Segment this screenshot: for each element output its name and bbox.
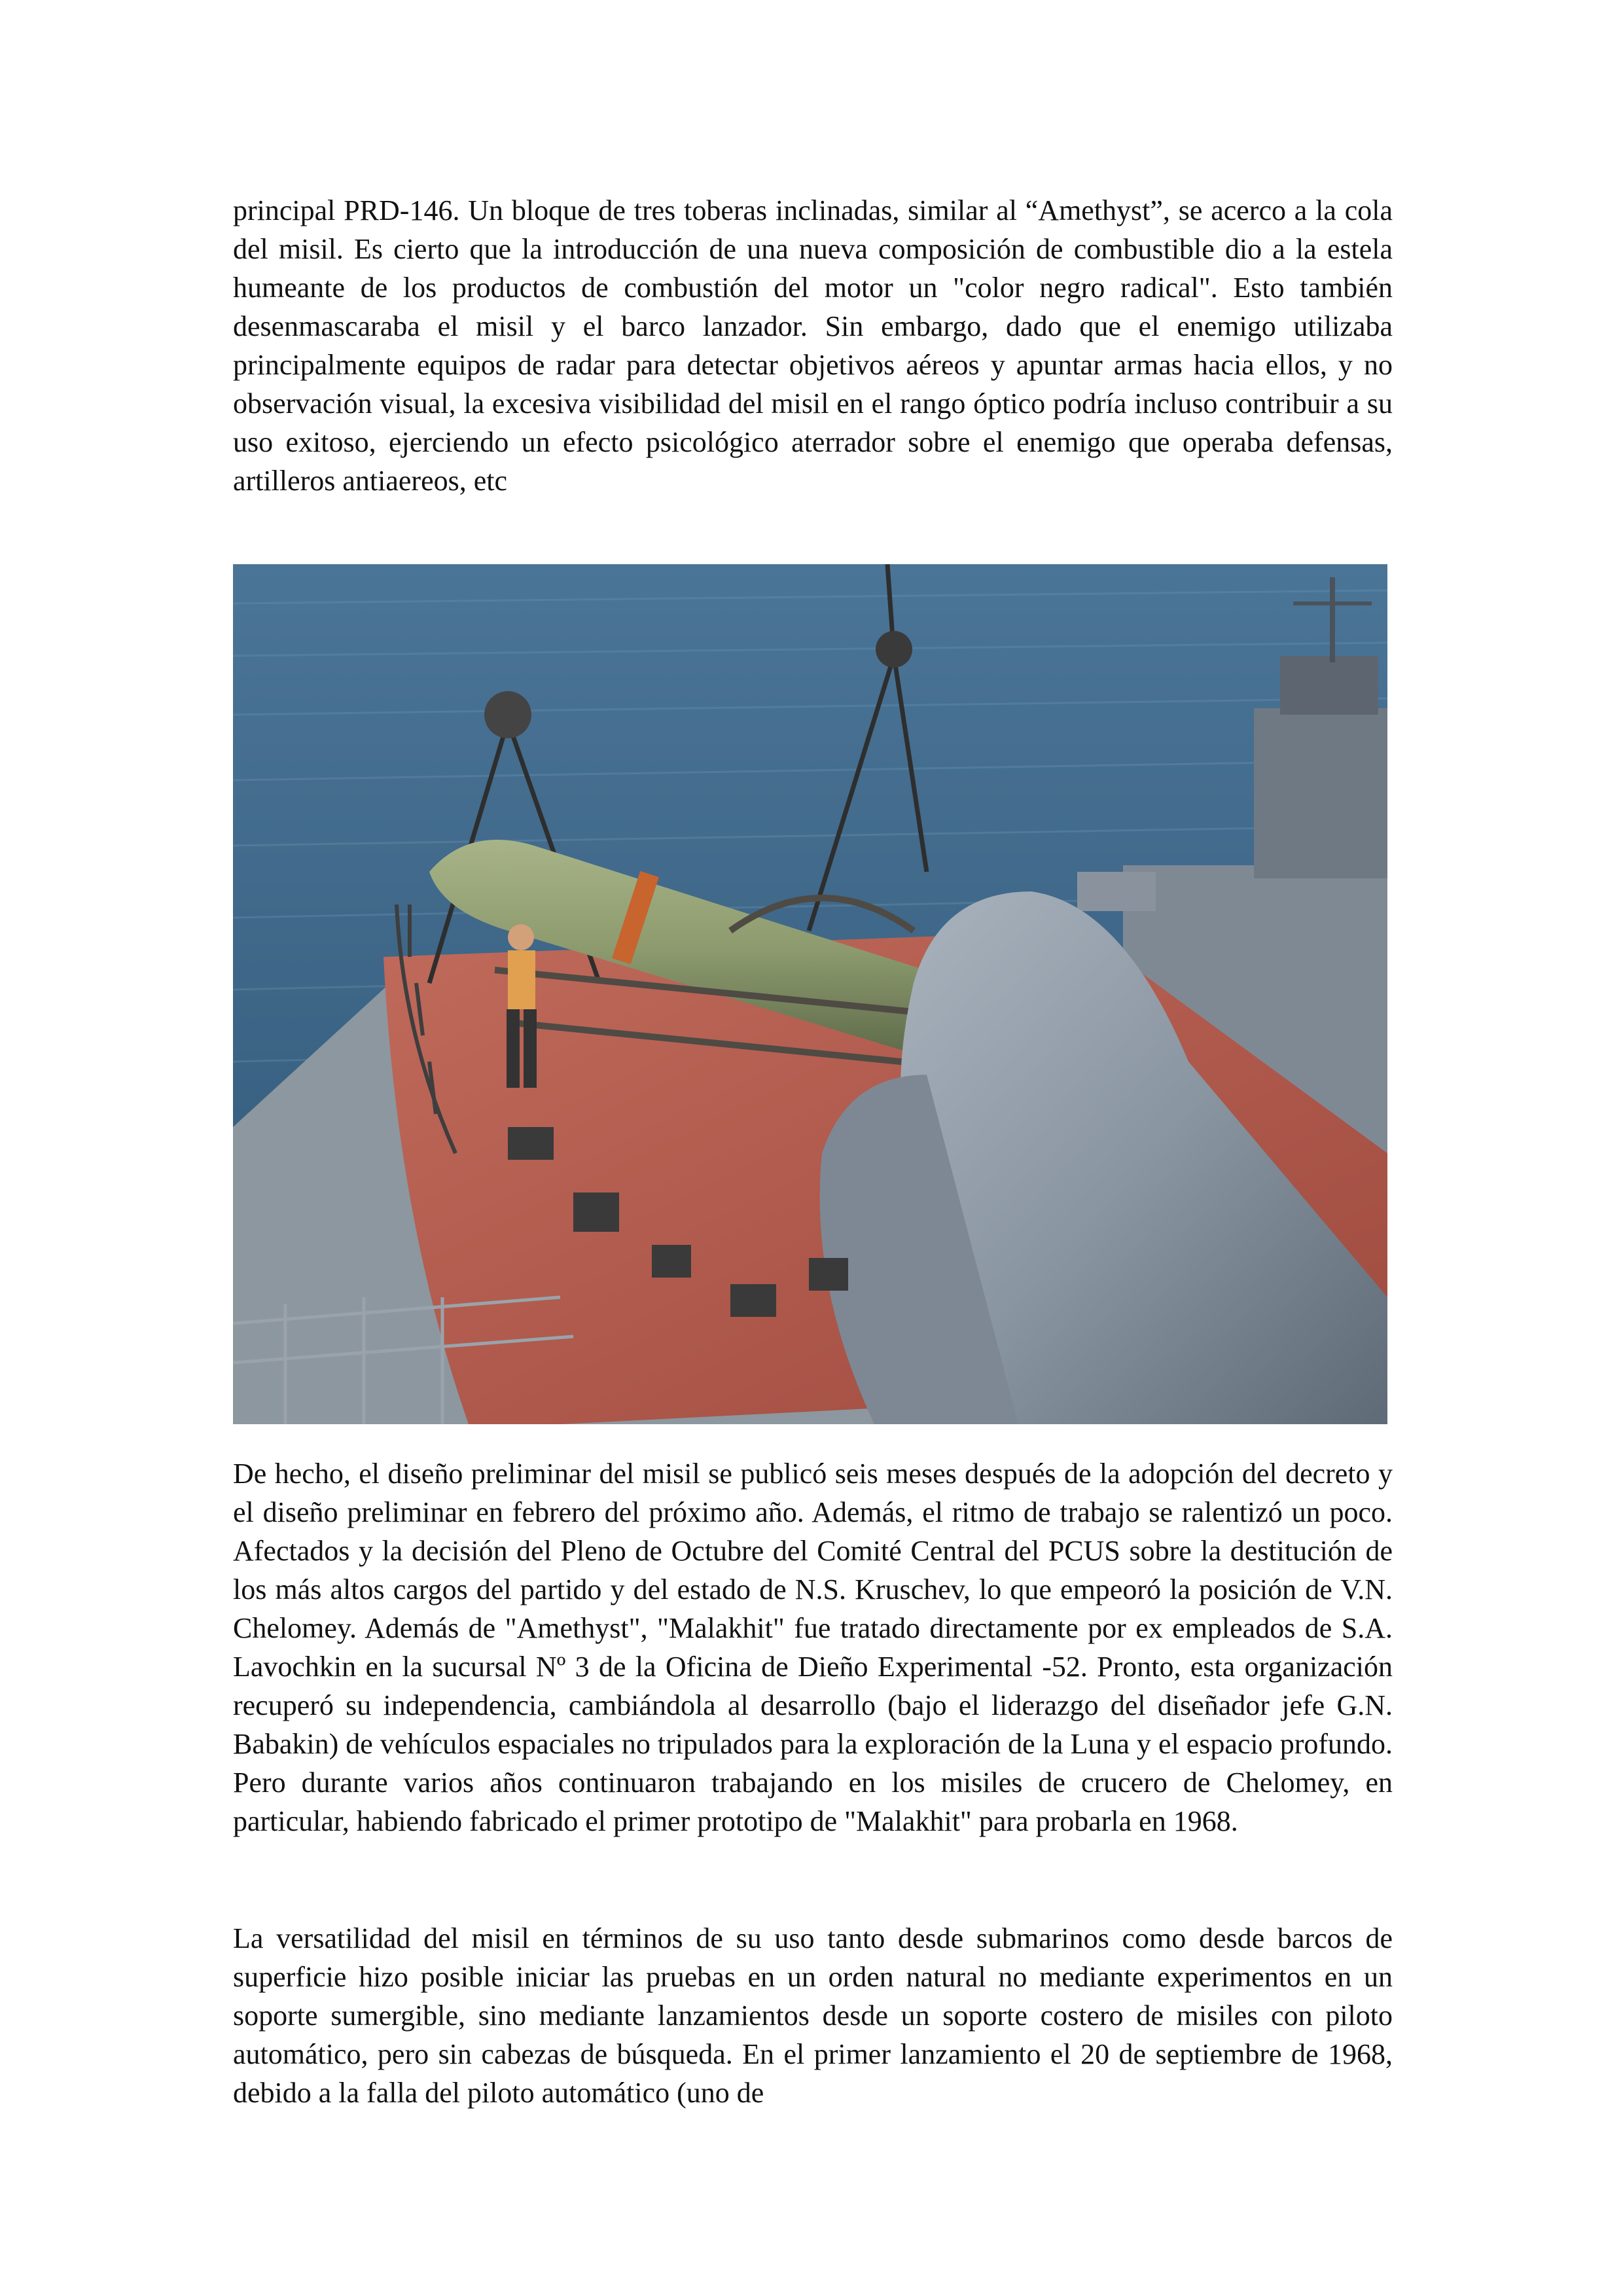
pulley-block [484, 691, 531, 738]
photo-illustration [233, 564, 1387, 1424]
body-paragraph: De hecho, el diseño preliminar del misil se publicó seis meses después de la adopción del decreto y el diseño preliminar en febrero del próximo año. Además, el ritmo de trabajo se ralentizó un poco. Afectados y la decisión del Pleno de Octubre del Comité Central del PCUS sobre la destitución de los más altos cargos del partido y del estado de N.S. Kruschev, lo que empeoró la posición de V.N. Chelomey. Además de "Amethyst", "Malakhit" fue tratado directamente por ex empleados de S.A. Lavochkin en la sucursal Nº 3 de la Oficina de Dieño Experimental -52. Pronto, esta organización recuperó su independencia, cambiándola al desarrollo (bajo el liderazgo del diseñador jefe G.N. Babakin) de vehículos espaciales no tripulados para la exploración de la Luna y el espacio profundo. Pero durante varios años continuaron trabajando en los misiles de crucero de Chelomey, en particular, habiendo fabricado el primer prototipo de "Malakhit" para probarla en 1968. [233, 1458, 1393, 1837]
crane-hook [876, 631, 912, 668]
body-paragraph: La versatilidad del misil en términos de su uso tanto desde submarinos como desde barcos de superficie hizo posible iniciar las pruebas en un orden natural no mediante experimentos en un soporte sumergible, sino mediante lanzamientos desde un soporte costero de misiles con piloto automático, pero sin cabezas de búsqueda. En el primer lanzamiento el 20 de septiembre de 1968, debido a la falla del piloto automático (uno de [233, 1922, 1393, 2109]
body-paragraph: principal PRD-146. Un bloque de tres toberas inclinadas, similar al “Amethyst”, se acerco a la cola del misil. Es cierto que la introducción de una nueva composición de combustible dio a la estela humeante de los productos de combustión del motor un "color negro radical". Esto también desenmascaraba el misil y el barco lanzador. Sin embargo, dado que el enemigo utilizaba principalmente equipos de radar para detectar objetivos aéreos y apuntar armas hacia ellos, y no observación visual, la excesiva visibilidad del misil en el rango óptico podría incluso contribuir a su uso exitoso, ejerciendo un efecto psicológico aterrador sobre el enemigo que operaba defensas, artilleros antiaereos, etc [233, 194, 1393, 497]
ship-missile-photo [233, 564, 1387, 1424]
